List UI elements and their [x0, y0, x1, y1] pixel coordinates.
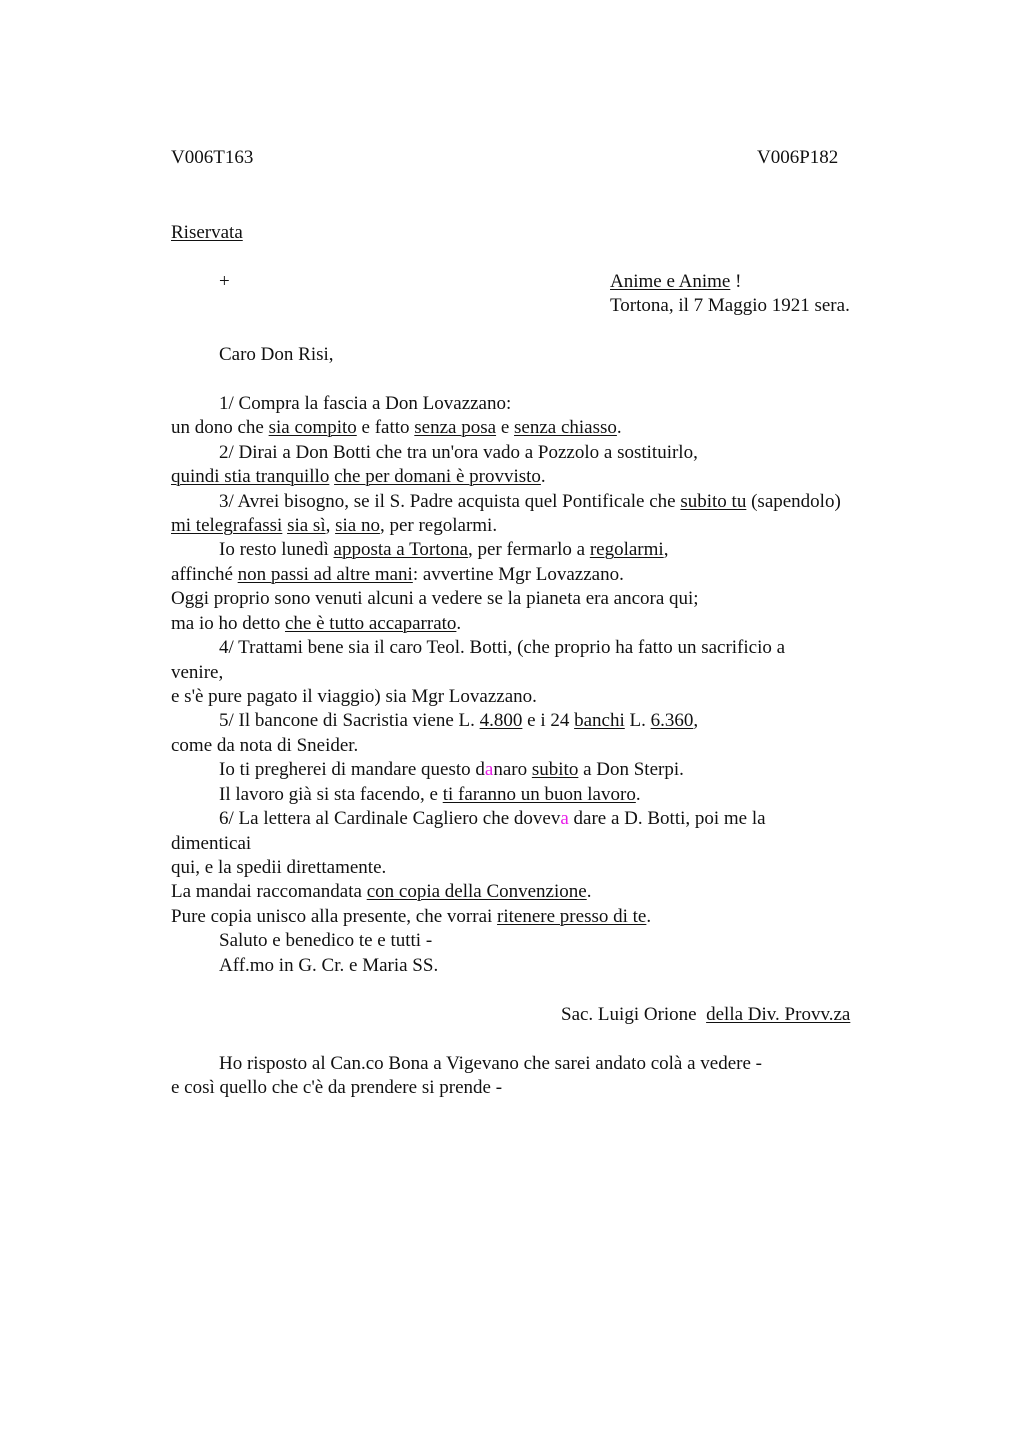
body-line: Aff.mo in G. Cr. e Maria SS. — [219, 955, 439, 976]
body-line: come da nota di Sneider. — [171, 735, 359, 756]
motto-punct: ! — [730, 271, 742, 292]
motto-text: Anime e Anime — [610, 271, 731, 292]
body-line: venire, — [171, 662, 224, 683]
motto — [610, 270, 741, 294]
postscript-line: Ho risposto al Can.co Bona a Vigevano che sarei andato colà a vedere - — [219, 1053, 762, 1074]
cross-symbol: + — [219, 271, 230, 292]
body-line: ma io ho detto che è tutto accaparrato. — [171, 613, 462, 634]
body-line: Io ti pregherei di mandare questo danaro subito a Don Sterpi. — [219, 759, 684, 780]
signature-name: Sac. Luigi Orione — [561, 1004, 707, 1025]
highlighted-letter: a — [560, 808, 569, 829]
body-line: Pure copia unisco alla presente, che vorrai ritenere presso di te. — [171, 906, 652, 927]
header-right-code: V006P182 — [757, 147, 839, 168]
header-left-code: V006T163 — [171, 147, 254, 168]
body-line: Oggi proprio sono venuti alcuni a vedere se la pianeta era ancora qui; — [171, 588, 699, 609]
body-line: dimenticai — [171, 833, 252, 854]
salutation: Caro Don Risi, — [219, 344, 334, 365]
body-line: Io resto lunedì apposta a Tortona, per fermarlo a regolarmi, — [219, 539, 669, 560]
body-line: 5/ Il bancone di Sacristia viene L. 4.800 e i 24 banchi L. 6.360, — [219, 710, 699, 731]
highlighted-letter: a — [484, 759, 494, 780]
body-line: mi telegrafassi sia sì, sia no, per regolarmi. — [171, 515, 498, 536]
reserved-label: Riservata — [171, 222, 243, 243]
body-line: Il lavoro già si sta facendo, e ti faranno un buon lavoro. — [219, 784, 641, 805]
signature-title: della Div. Provv.za — [706, 1004, 851, 1025]
body-line: Saluto e benedico te e tutti - — [219, 930, 433, 951]
body-line: quindi stia tranquillo che per domani è provvisto. — [171, 466, 546, 487]
body-line: 6/ La lettera al Cardinale Cagliero che doveva dare a D. Botti, poi me la — [219, 808, 766, 829]
body-line: 2/ Dirai a Don Botti che tra un'ora vado a Pozzolo a sostituirlo, — [219, 442, 698, 463]
postscript-line: e così quello che c'è da prendere si prende - — [171, 1077, 503, 1098]
body-line: 4/ Trattami bene sia il caro Teol. Botti, (che proprio ha fatto un sacrificio a — [219, 637, 786, 658]
body-line: affinché non passi ad altre mani: avvertine Mgr Lovazzano. — [171, 564, 624, 585]
body-line: 3/ Avrei bisogno, se il S. Padre acquista quel Pontificale che subito tu (sapendolo) — [219, 491, 841, 512]
signature — [561, 1003, 850, 1027]
body-line: e s'è pure pagato il viaggio) sia Mgr Lovazzano. — [171, 686, 537, 707]
body-line: 1/ Compra la fascia a Don Lovazzano: — [219, 393, 512, 414]
body-line: La mandai raccomandata con copia della Convenzione. — [171, 881, 592, 902]
place-date: Tortona, il 7 Maggio 1921 sera. — [610, 295, 850, 316]
body-line: un dono che sia compito e fatto senza posa e senza chiasso. — [171, 417, 622, 438]
body-line: qui, e la spedii direttamente. — [171, 857, 387, 878]
